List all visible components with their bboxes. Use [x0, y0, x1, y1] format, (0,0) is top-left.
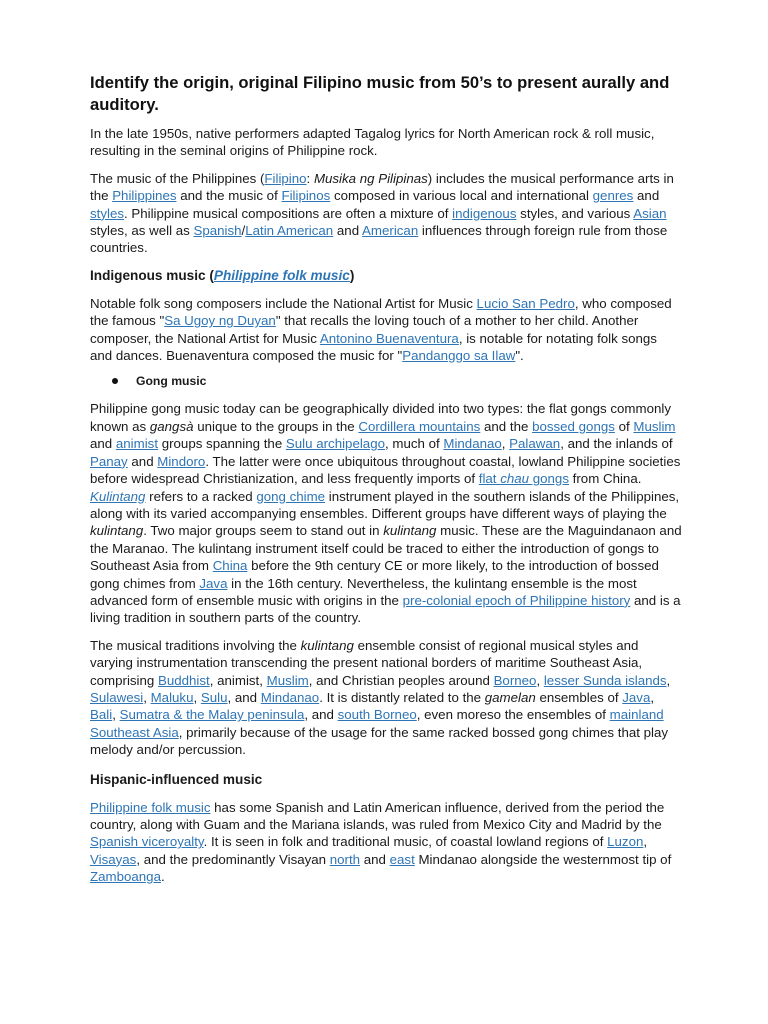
link-gong-chime[interactable]: gong chime: [256, 488, 326, 504]
link-filipinos[interactable]: Filipinos: [281, 188, 331, 204]
link-maluku[interactable]: Maluku: [150, 689, 194, 705]
link-mainland-southeast-asia[interactable]: mainland Southeast Asia: [90, 707, 664, 740]
document-page: [90, 72, 682, 886]
music-of-philippines-paragraph: The music of the Philippines (Filipino: Musika ng Pilipinas) includes the musical performance arts in the Philippines and the music of Filipinos composed in various local and international genres and styles. Philippine musical compositions are often a mixture of indigenous styles, and various Asian styles, as well as Spanish/Latin American and American influences through foreign rule from those countries.: [90, 170, 674, 256]
link-borneo[interactable]: Borneo: [493, 672, 537, 688]
link-panay[interactable]: Panay: [90, 453, 128, 469]
link-sulu-archipelago[interactable]: Sulu archipelago: [285, 436, 385, 452]
intro-paragraph: In the late 1950s, native performers adapted Tagalog lyrics for North American rock & roll music, resulting in the seminal origins of Philippine rock.: [90, 126, 655, 159]
link-pandanggo-sa-ilaw[interactable]: Pandanggo sa Ilaw: [402, 348, 516, 364]
link-cordillera-mountains[interactable]: Cordillera mountains: [358, 418, 481, 434]
gong-music-paragraph: Philippine gong music today can be geographically divided into two types: the flat gongs commonly known as gangsà unique to the groups in the Cordillera mountains and the bossed gongs of Muslim and animist groups spanning the Sulu archipelago, much of Mindanao, Palawan, and the inlands of Panay and Mindoro. The latter were once ubiquitous throughout coastal, lowland Philippine societies before widespread Christianization, and less frequently imports of flat chau gongs from China. Kulintang refers to a racked gong chime instrument played in the southern islands of the Philippines, along with its varied accompanying ensembles. Different groups have different ways of playing the kulintang. Two major groups seem to stand out in kulintang music. These are the Maguindanaon and the Maranao. The kulintang instrument itself could be traced to either the introduction of gongs to Southeast Asia from China before the 9th century CE or more likely, to the introduction of bossed gong chimes from Java in the 16th century. Nevertheless, the kulintang ensemble is the most advanced form of ensemble music with origins in the pre-colonial epoch of Philippine history and is a living tradition in southern parts of the country.: [90, 401, 682, 626]
link-indigenous[interactable]: indigenous: [452, 205, 517, 221]
link-muslim[interactable]: Muslim: [633, 418, 676, 434]
link-american[interactable]: American: [362, 223, 419, 239]
link-luzon[interactable]: Luzon: [607, 834, 644, 850]
link-latin-american[interactable]: Latin American: [245, 223, 334, 239]
link-philippines[interactable]: Philippines: [112, 188, 177, 204]
link-styles[interactable]: styles: [90, 205, 124, 221]
link-philippine-folk-music-heading[interactable]: Philippine folk music: [213, 267, 350, 283]
link-sa-ugoy-ng-duyan[interactable]: Sa Ugoy ng Duyan: [164, 313, 276, 329]
link-china[interactable]: China: [212, 558, 248, 574]
link-sumatra-malay-peninsula[interactable]: Sumatra & the Malay peninsula: [119, 707, 305, 723]
link-animist[interactable]: animist: [115, 436, 159, 452]
link-mindanao[interactable]: Mindanao: [443, 436, 502, 452]
link-buddhist[interactable]: Buddhist: [157, 672, 210, 688]
link-visayas[interactable]: Visayas: [90, 851, 137, 867]
link-java-2[interactable]: Java: [622, 689, 651, 705]
link-lesser-sunda-islands[interactable]: lesser Sunda islands: [543, 672, 667, 688]
link-mindoro[interactable]: Mindoro: [157, 453, 206, 469]
link-philippine-folk-music[interactable]: Philippine folk music: [90, 799, 211, 815]
hispanic-music-paragraph: Philippine folk music has some Spanish and Latin American influence, derived from the period the country, along with Guam and the Mariana islands, was ruled from Mexico City and Madrid by the Spanish viceroyalty. It is seen in folk and traditional music, of coastal lowland regions of Luzon, Visayas, and the predominantly Visayan north and east Mindanao alongside the westernmost tip of Zamboanga.: [90, 799, 672, 885]
link-spanish-viceroyalty[interactable]: Spanish viceroyalty: [90, 834, 204, 850]
link-flat-chau-gongs[interactable]: flat chau gongs: [478, 471, 569, 487]
link-java[interactable]: Java: [199, 575, 228, 591]
link-muslim-2[interactable]: Muslim: [266, 672, 309, 688]
link-lucio-san-pedro[interactable]: Lucio San Pedro: [476, 295, 575, 311]
heading-indigenous-music: Indigenous music (Philippine folk music): [90, 267, 355, 283]
link-pre-colonial-history[interactable]: pre-colonial epoch of Philippine history: [402, 592, 631, 608]
link-spanish[interactable]: Spanish: [193, 223, 242, 239]
link-palawan[interactable]: Palawan: [509, 436, 561, 452]
bullet-dot-icon: [112, 378, 118, 384]
link-east[interactable]: east: [389, 851, 415, 867]
link-antonino-buenaventura[interactable]: Antonino Buenaventura: [319, 330, 459, 346]
kulintang-traditions-paragraph: The musical traditions involving the kulintang ensemble consist of regional musical styles and varying instrumentation transcending the present national borders of maritime Southeast Asia, comprising Buddhist, animist, Muslim, and Christian peoples around Borneo, lesser Sunda islands, Sulawesi, Maluku, Sulu, and Mindanao. It is distantly related to the gamelan ensembles of Java, Bali, Sumatra & the Malay peninsula, and south Borneo, even moreso the ensembles of mainland Southeast Asia, primarily because of the usage for the same racked bossed gong chimes that play melody and/or percussion.: [90, 637, 671, 758]
document-title: Identify the origin, original Filipino music from 50’s to present aurally and auditory.: [90, 73, 670, 114]
link-north[interactable]: north: [329, 851, 361, 867]
link-bossed-gongs[interactable]: bossed gongs: [532, 418, 615, 434]
heading-hispanic-influenced-music: Hispanic-influenced music: [90, 771, 263, 787]
link-mindanao-2[interactable]: Mindanao: [260, 689, 320, 705]
folk-composers-paragraph: Notable folk song composers include the National Artist for Music Lucio San Pedro, who composed the famous "Sa Ugoy ng Duyan" that recalls the loving touch of a mother to her child. Another composer, the National Artist for Music Antonino Buenaventura, is notable for notating folk songs and dances. Buenaventura composed the music for "Pandanggo sa Ilaw".: [90, 295, 672, 364]
link-genres[interactable]: genres: [592, 188, 634, 204]
link-filipino[interactable]: Filipino: [264, 170, 307, 186]
link-south-borneo[interactable]: south Borneo: [337, 707, 417, 723]
link-sulawesi[interactable]: Sulawesi: [90, 689, 144, 705]
link-sulu[interactable]: Sulu: [200, 689, 228, 705]
link-bali[interactable]: Bali: [90, 707, 113, 723]
link-asian[interactable]: Asian: [633, 205, 667, 221]
bullet-gong-music: Gong music: [112, 372, 682, 390]
link-zamboanga[interactable]: Zamboanga: [90, 869, 161, 885]
link-kulintang[interactable]: Kulintang: [90, 488, 146, 504]
